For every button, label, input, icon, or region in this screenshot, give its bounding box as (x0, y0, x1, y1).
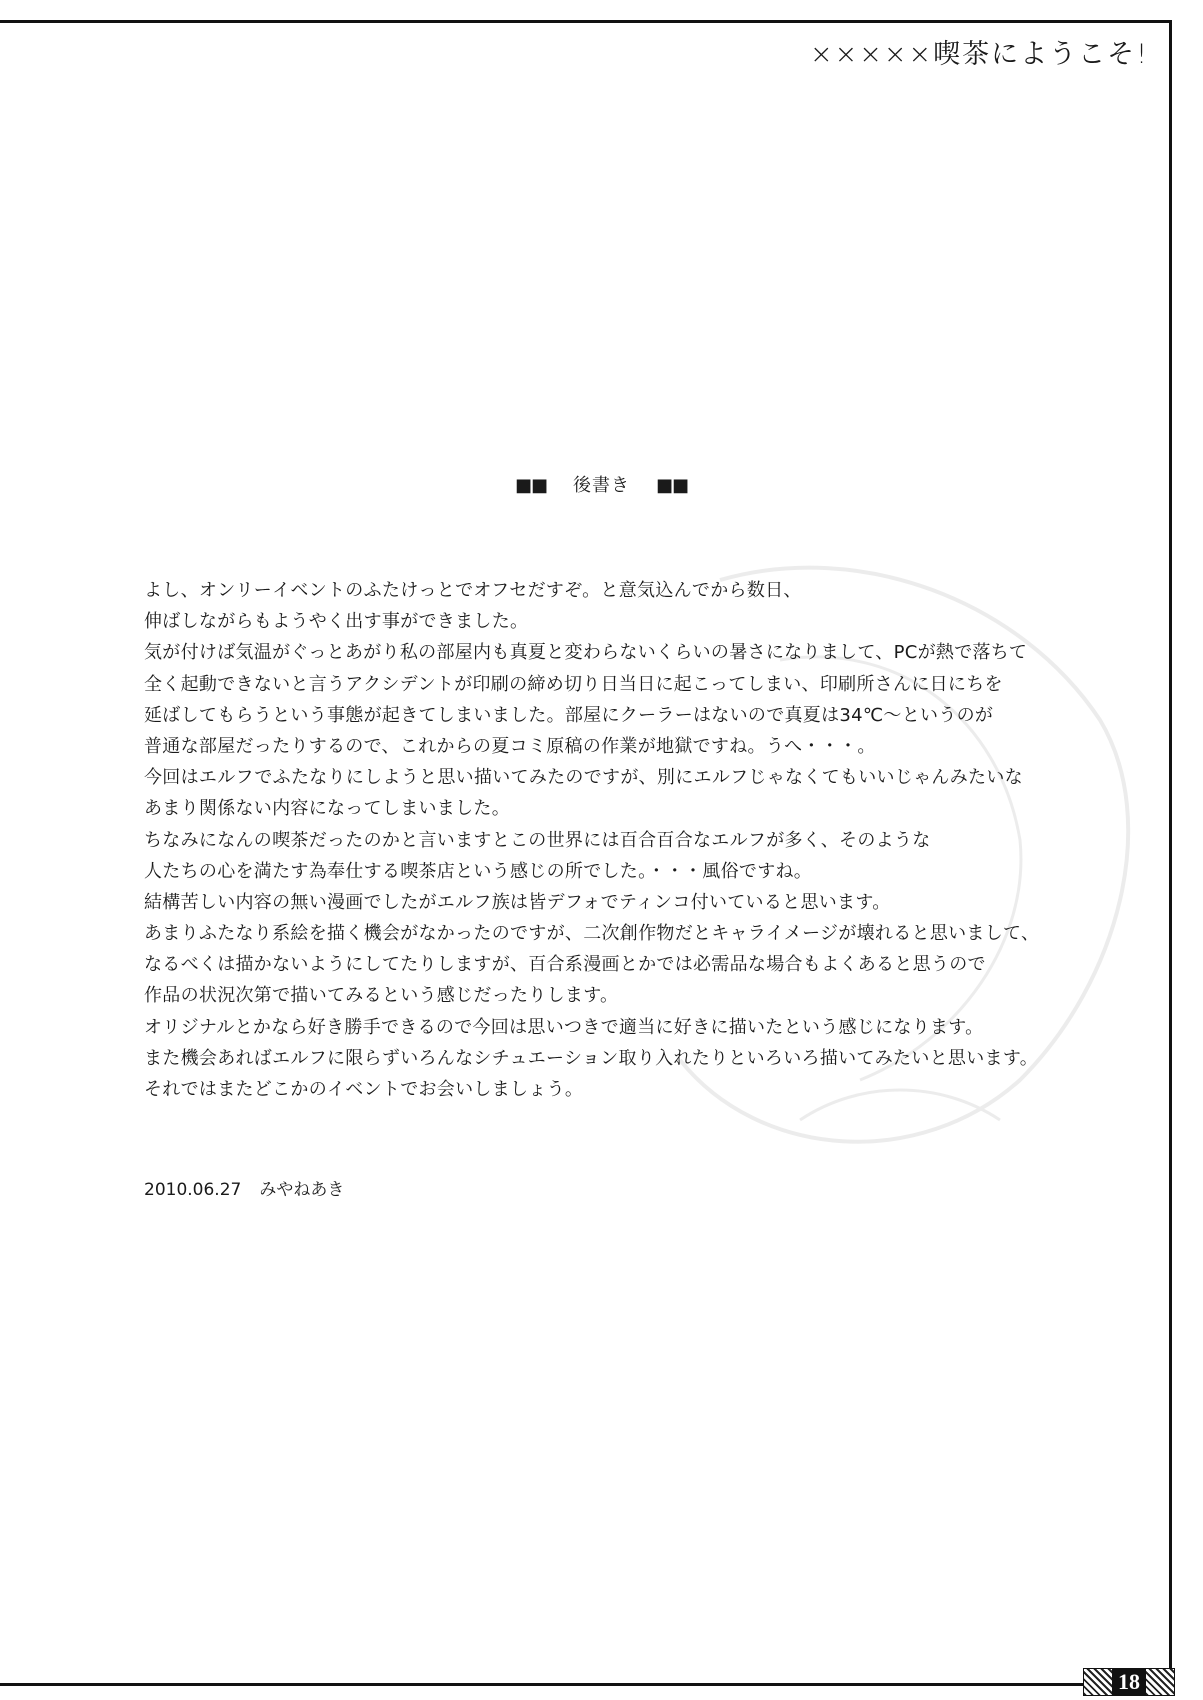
text-line: あまり関係ない内容になってしまいました。 (144, 798, 510, 820)
text-line: あまりふたなり系絵を描く機会がなかったのですが、二次創作物だとキャライメージが壊れると思いまして、 (144, 923, 1040, 945)
text-line: また機会あればエルフに限らずいろんなシチュエーション取り入れたりといろいろ描いてみたいと思います。 (144, 1047, 1038, 1069)
afterword-heading (0, 471, 1203, 497)
afterword-body (144, 575, 1039, 1105)
signature-date: 2010.06.27 (144, 1180, 242, 1200)
text-line: 今回はエルフでふたなりにしようと思い描いてみたのですが、別にエルフじゃなくてもいいじゃんみたいな (144, 767, 1023, 789)
signature (144, 1175, 344, 1200)
book-title: ×××××喫茶にようこそ! (810, 39, 1149, 70)
heading-text: 後書き (573, 475, 630, 496)
text-line: 延ばしてもらうという事態が起きてしまいました。部屋にクーラーはないので真夏は34℃～というのが (144, 704, 994, 726)
hatch-decoration-right (1145, 1668, 1175, 1696)
text-line: オリジナルとかなら好き勝手できるので今回は思いつきで適当に好きに描いたという感じになります。 (144, 1016, 984, 1038)
text-line: 伸ばしながらもようやく出す事ができました。 (144, 611, 529, 633)
page-number: 18 (1113, 1668, 1145, 1696)
text-line: 気が付けば気温がぐっとあがり私の部屋内も真夏と変わらないくらいの暑さになりまして、PCが熱で落ちて (144, 642, 1028, 664)
text-line: 結構苦しい内容の無い漫画でしたがエルフ族は皆デフォでティンコ付いていると思います。 (144, 891, 891, 913)
signature-author: みやねあき (259, 1180, 345, 1200)
text-line: 全く起動できないと言うアクシデントが印刷の締め切り日当日に起こってしまい、印刷所さんに日にちを (144, 673, 1003, 695)
hatch-decoration-left (1083, 1668, 1113, 1696)
text-line: 普通な部屋だったりするので、これからの夏コミ原稿の作業が地獄ですね。うへ・・・。 (144, 735, 876, 757)
text-line: それではまたどこかのイベントでお会いしましょう。 (144, 1079, 584, 1100)
page-number-tab (1083, 1668, 1175, 1696)
heading-marks-left: ■■ (514, 475, 547, 496)
text-line: ちなみになんの喫茶だったのかと言いますとこの世界には百合百合なエルフが多く、そのような (144, 829, 931, 851)
text-line: 人たちの心を満たす為奉仕する喫茶店という感じの所でした。・・・風俗ですね。 (144, 860, 813, 882)
heading-marks-right: ■■ (656, 475, 689, 496)
text-line: なるべくは描かないようにしてたりしますが、百合系漫画とかでは必需品な場合もよくあると思うので (144, 954, 986, 976)
text-line: 作品の状況次第で描いてみるという感じだったりします。 (144, 985, 619, 1007)
text-line: よし、オンリーイベントのふたけっとでオフセだすぞ。と意気込んでから数日、 (144, 580, 802, 601)
